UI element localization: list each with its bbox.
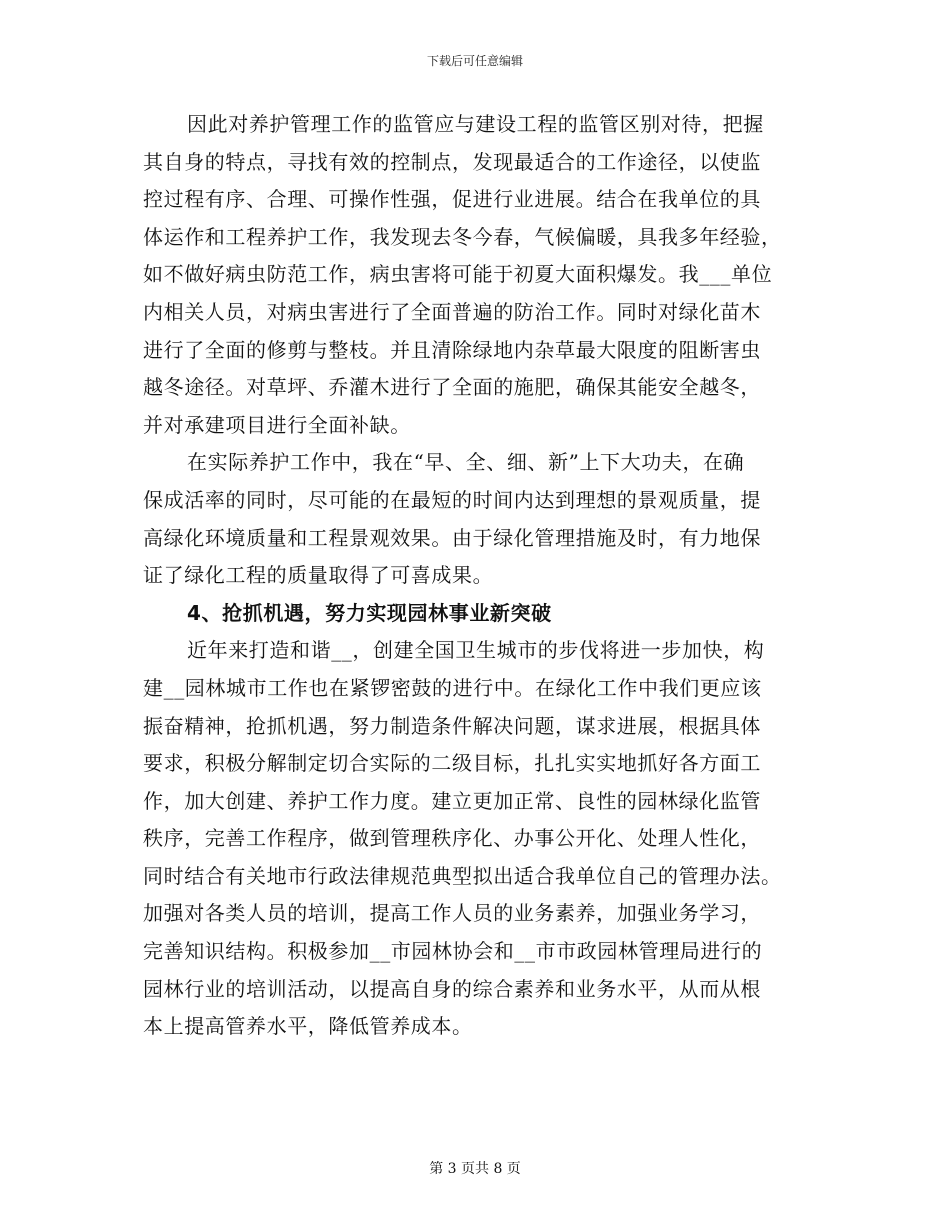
text-line: 内相关人员，对病虫害进行了全面普遍的防治工作。同时对绿化苗木	[143, 299, 761, 324]
text-line: 秩序，完善工作程序，做到管理秩序化、办事公开化、处理人性化，	[143, 826, 761, 851]
text-line: 控过程有序、合理、可操作性强，促进行业进展。结合在我单位的具	[143, 187, 761, 212]
text-line: 同时结合有关地市行政法律规范典型拟出适合我单位自己的管理办法。	[143, 863, 782, 888]
text-line: 园林行业的培训活动，以提高自身的综合素养和业务水平，从而从根	[143, 976, 761, 1001]
paragraph	[143, 632, 811, 1046]
text-line: 在实际养护工作中，我在“早、全、细、新”上下大功夫，在确	[187, 450, 745, 475]
text-line: 作，加大创建、养护工作力度。建立更加正常、良性的园林绿化监管	[143, 788, 761, 813]
text-line: 完善知识结构。积极参加__市园林协会和__市市政园林管理局进行的	[143, 939, 763, 964]
text-line: 如不做好病虫防范工作，病虫害将可能于初夏大面积爆发。我___单位	[143, 262, 773, 287]
text-line: 保成活率的同时，尽可能的在最短的时间内达到理想的景观质量，提	[143, 487, 761, 512]
text-line: 其自身的特点，寻找有效的控制点，发现最适合的工作途径，以使监	[143, 149, 761, 174]
paragraph	[143, 106, 811, 444]
header-note: 下载后可任意编辑	[426, 54, 523, 68]
text-line: 加强对各类人员的培训，提高工作人员的业务素养，加强业务学习，	[143, 901, 761, 926]
text-line: 振奋精神，抢抓机遇，努力制造条件解决问题，谋求进展，根据具体	[143, 713, 761, 738]
text-line: 要求，积极分解制定切合实际的二级目标，扎扎实实地抓好各方面工	[143, 751, 761, 776]
text-line: 本上提高管养水平，降低管养成本。	[143, 1014, 473, 1039]
text-line: 越冬途径。对草坪、乔灌木进行了全面的施肥，确保其能安全越冬，	[143, 375, 761, 400]
paragraph	[143, 444, 811, 594]
text-line: 因此对养护管理工作的监管应与建设工程的监管区别对待，把握	[187, 112, 764, 136]
text-line: 证了绿化工程的质量取得了可喜成果。	[143, 563, 494, 588]
section-heading: 4、抢抓机遇，努力实现园林事业新突破	[187, 600, 552, 625]
text-line: 高绿化环境质量和工程景观效果。由于绿化管理措施及时，有力地保	[143, 525, 761, 550]
document-body	[143, 106, 811, 1046]
text-line: 建__园林城市工作也在紧锣密鼓的进行中。在绿化工作中我们更应该	[143, 675, 762, 700]
text-line: 进行了全面的修剪与整枝。并且清除绿地内杂草最大限度的阻断害虫	[143, 337, 761, 362]
text-line: 并对承建项目进行全面补缺。	[143, 412, 411, 437]
text-line: 体运作和工程养护工作，我发现去冬今春，气候偏暖，具我多年经验，	[143, 224, 782, 249]
page-number: 第 3 页共 8 页	[429, 1161, 521, 1177]
text-line: 近年来打造和谐__，创建全国卫生城市的步伐将进一步加快，构	[187, 638, 765, 663]
